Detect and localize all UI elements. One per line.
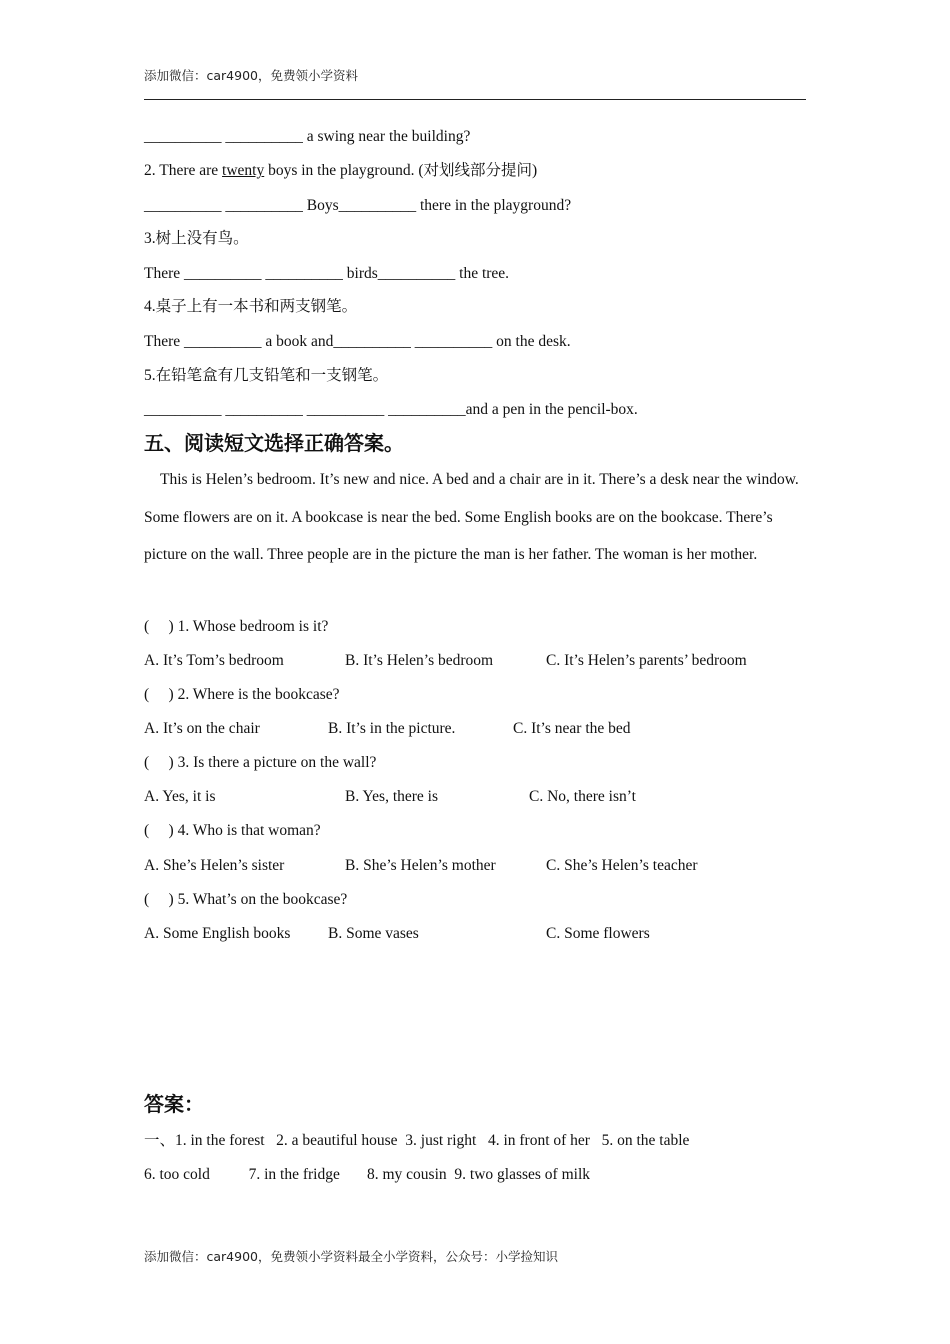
mc-q1-option-b: B. It’s Helen’s bedroom	[345, 652, 494, 669]
section-5-title: 五、阅读短文选择正确答案。	[144, 431, 404, 455]
mc-q3-option-c: C. No, there isn’t	[529, 788, 636, 805]
mc-q3-option-a: A. Yes, it is	[144, 788, 216, 805]
answers-title: 答案：	[144, 1092, 204, 1116]
question-2-suffix: boys in the playground. (对划线部分提问)	[264, 162, 538, 179]
mc-q5-option-a: A. Some English books	[144, 925, 291, 942]
mc-q4-option-c: C. She’s Helen’s teacher	[546, 857, 698, 874]
question-2-prefix: 2. There are	[144, 162, 223, 179]
question-2	[144, 161, 537, 181]
reading-passage: This is Helen’s bedroom. It’s new and nice. A bed and a chair are in it. There’s a desk near the window. Some flowers are on it. A bookcase is near the bed. Some English books are on the bookcase. There’s picture on the wall. Three people are in the picture the man is her father. The woman is her mother.	[144, 471, 799, 563]
mc-q2-option-a: A. It’s on the chair	[144, 720, 260, 737]
question-5-prompt: 5.在铅笔盒有几支铅笔和一支钢笔。	[144, 367, 389, 384]
footer-text: 添加微信：car4900，免费领小学资料最全小学资料，公众号：小学捡知识	[144, 1249, 558, 1264]
fill-line-3: There __________ __________ birds__________ the tree.	[144, 265, 510, 282]
header-text: 添加微信：car4900，免费领小学资料	[144, 68, 358, 83]
mc-q4-option-b: B. She’s Helen’s mother	[345, 857, 496, 874]
mc-q1-option-c: C. It’s Helen’s parents’ bedroom	[546, 652, 747, 669]
answers-line-2: 6. too cold 7. in the fridge 8. my cousin 9. two glasses of milk	[144, 1166, 591, 1183]
fill-line-1: __________ __________ a swing near the building?	[144, 128, 471, 145]
mc-question-4: ( ) 4. Who is that woman?	[144, 822, 321, 839]
question-4-prompt: 4.桌子上有一本书和两支钢笔。	[144, 298, 358, 315]
mc-q2-option-b: B. It’s in the picture.	[328, 720, 456, 737]
question-2-underlined-word: twenty	[222, 162, 265, 179]
mc-q3-option-b: B. Yes, there is	[345, 788, 439, 805]
mc-question-5: ( ) 5. What’s on the bookcase?	[144, 891, 348, 908]
fill-line-5: __________ __________ __________ __________and a pen in the pencil-box.	[144, 401, 638, 418]
fill-line-2: __________ __________ Boys__________ there in the playground?	[144, 197, 572, 214]
answers-line-1: 一、1. in the forest 2. a beautiful house 3. just right 4. in front of her 5. on the table	[144, 1132, 690, 1149]
mc-q1-option-a: A. It’s Tom’s bedroom	[144, 652, 284, 669]
mc-q2-option-c: C. It’s near the bed	[513, 720, 631, 737]
mc-question-1: ( ) 1. Whose bedroom is it?	[144, 618, 329, 635]
mc-question-3: ( ) 3. Is there a picture on the wall?	[144, 754, 377, 771]
fill-line-4: There __________ a book and__________ __________ on the desk.	[144, 333, 571, 350]
mc-question-2: ( ) 2. Where is the bookcase?	[144, 686, 340, 703]
mc-q5-option-c: C. Some flowers	[546, 925, 650, 942]
mc-q5-option-b: B. Some vases	[328, 925, 419, 942]
mc-q4-option-a: A. She’s Helen’s sister	[144, 857, 285, 874]
question-3-prompt: 3.树上没有鸟。	[144, 230, 249, 247]
header-divider	[144, 99, 806, 100]
